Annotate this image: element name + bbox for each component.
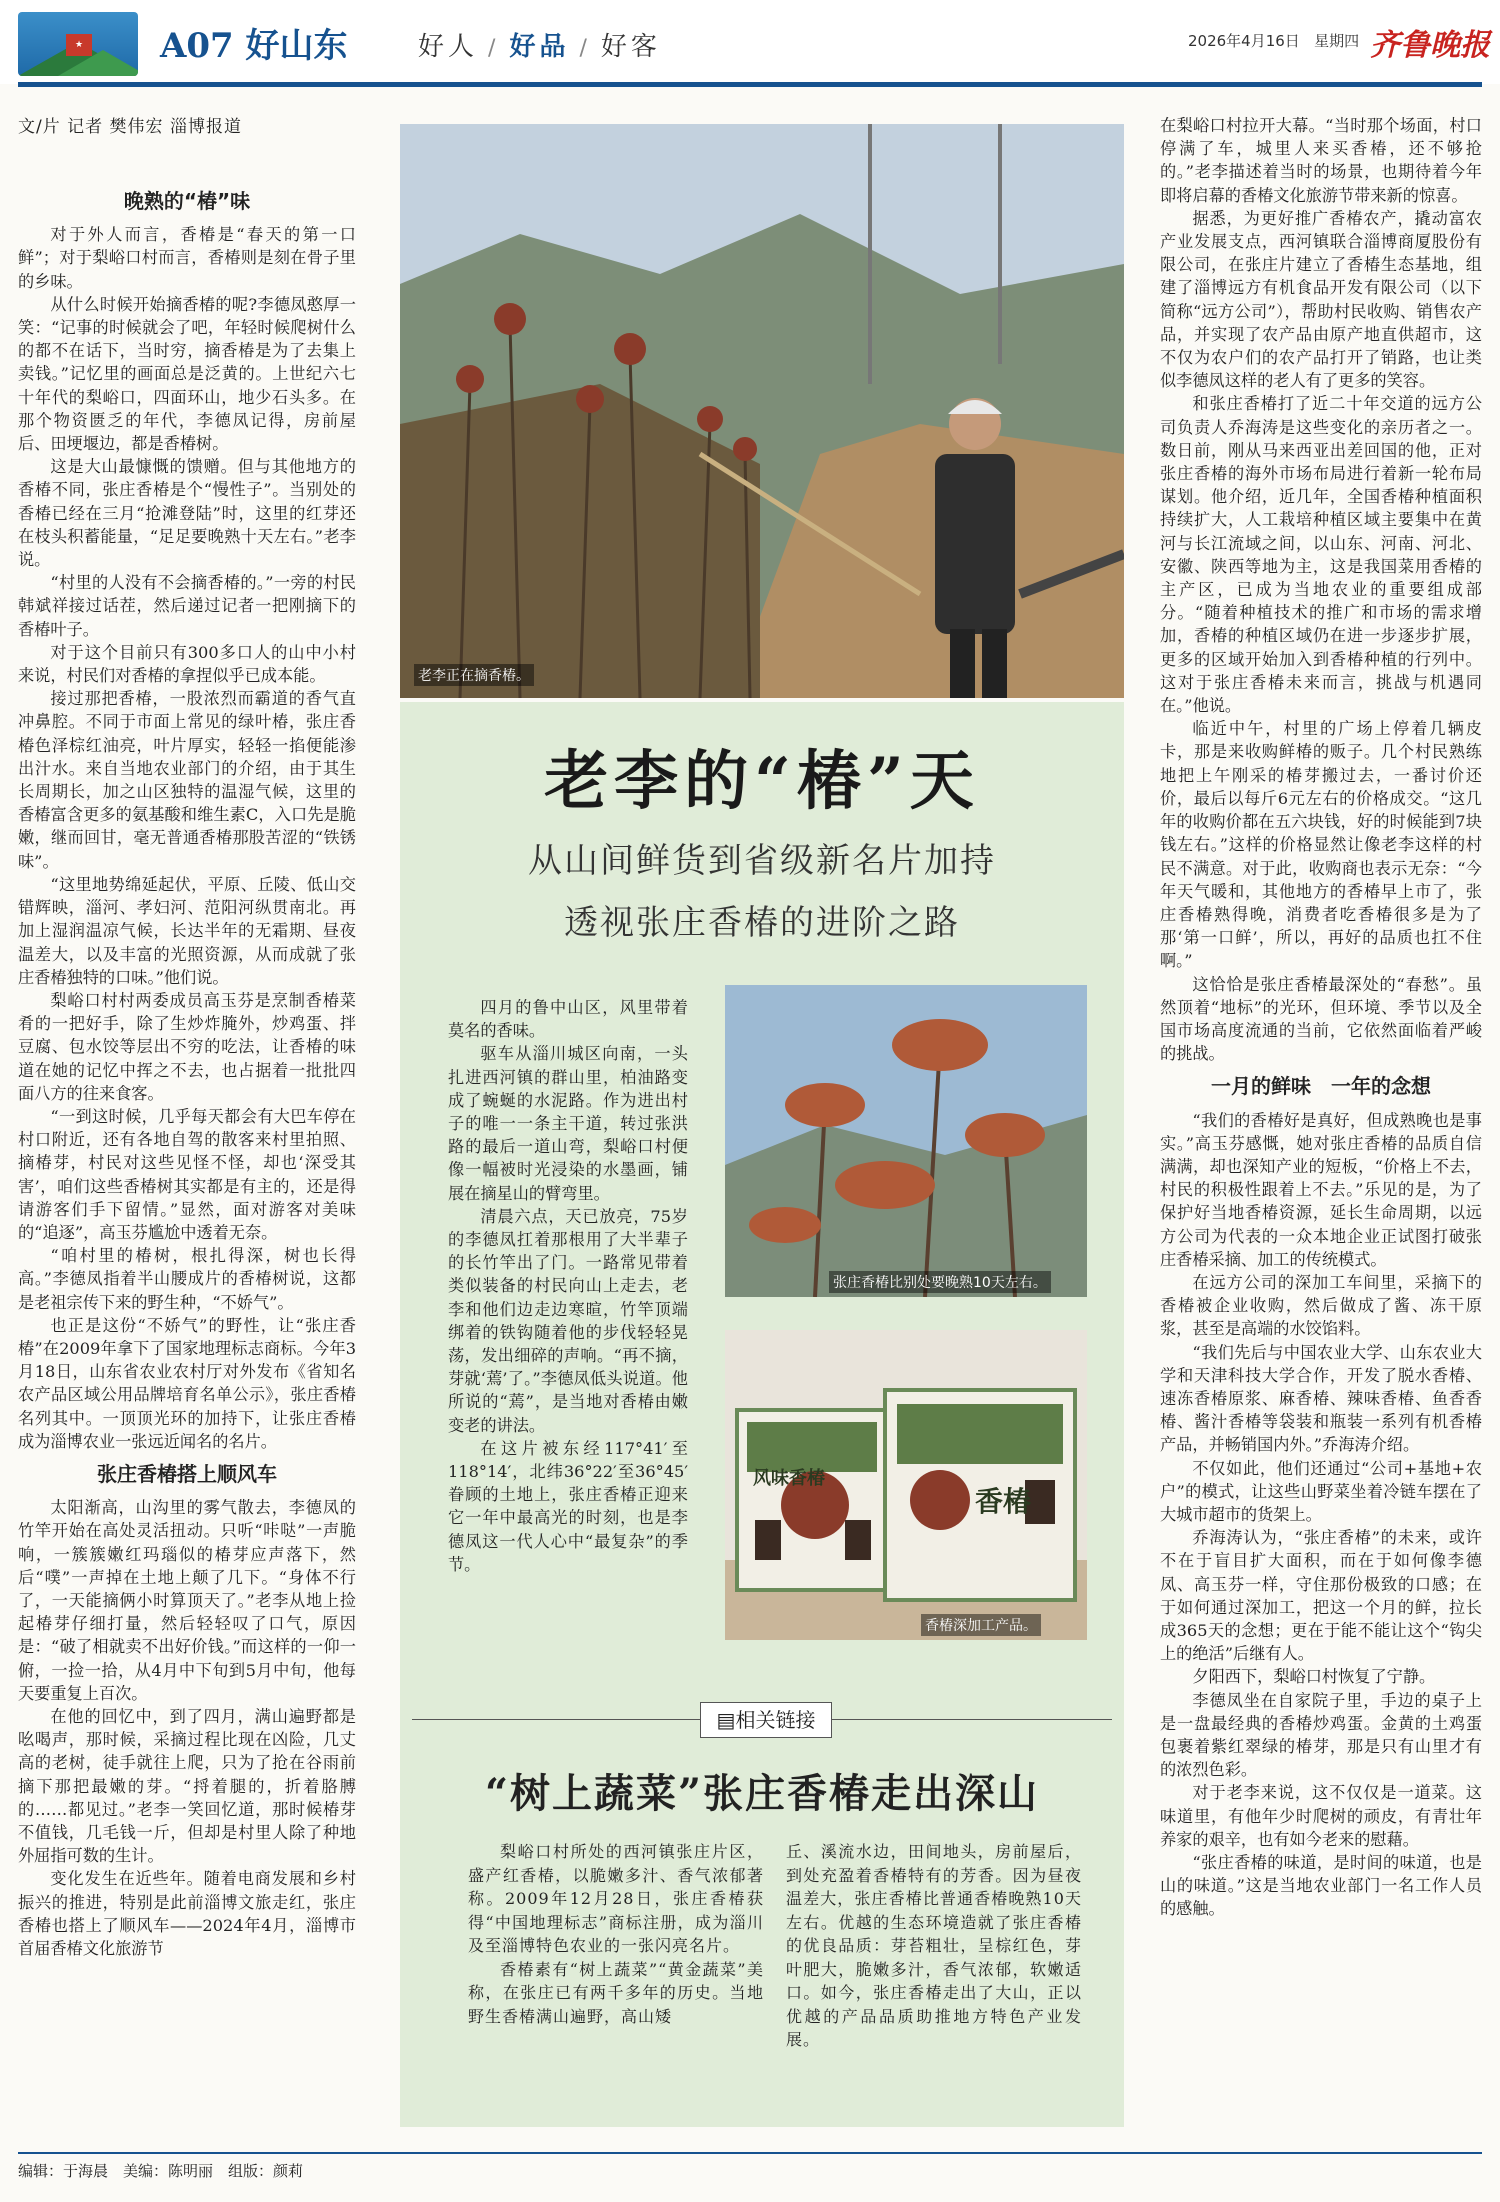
article-column-right	[1160, 114, 1482, 1921]
paragraph: 李德凤坐在自家院子里，手边的桌子上是一盘最经典的香椿炒鸡蛋。金黄的土鸡蛋包裹着紫红翠绿的椿芽，那是只有山里才有的浓烈色彩。	[1160, 1690, 1482, 1780]
issue-date	[1188, 30, 1359, 51]
paragraph: 清晨六点，天已放亮，75岁的李德凤扛着那根用了大半辈子的长竹竿出了门。一路常见带着类似装备的村民向山上走去，老李和他们边走边寒暄，竹竿顶端绑着的铁钩随着他的步伐轻轻晃荡，发出细碎的声响。“再不摘，芽就‘蔫’了。”李德凤低头说道。他所说的“蔫”，是当地对香椿由嫩变老的讲法。	[448, 1206, 688, 1435]
photo-caption: 老李正在摘香椿。	[414, 664, 534, 686]
paragraph: “张庄香椿的味道，是时间的味道，也是山的味道。”这是当地农业部门一名工作人员的感触。	[1160, 1853, 1482, 1919]
paragraph: 这是大山最慷慨的馈赠。但与其他地方的香椿不同，张庄香椿是个“慢性子”。当别处的香椿已经在三月“抢滩登陆”时，这里的红芽还在枝头积蓄能量，“足足要晚熟十天左右。”老李说。	[18, 457, 356, 570]
date-text: 2026年4月16日	[1188, 32, 1300, 50]
paragraph: 太阳渐高，山沟里的雾气散去，李德凤的竹竿开始在高处灵活扭动。只听“咔哒”一声脆响，一簇簇嫩红玛瑙似的椿芽应声落下，然后“噗”一声掉在土地上颠了几下。“身体不行了，一天能摘俩小时算顶天了。”老李从地上捡起椿芽仔细打量，然后轻轻叹了口气，原因是：“破了相就卖不出好价钱。”而这样的一仰一俯，一捡一拾，从4月中下旬到5月中旬，他每天要重复上百次。	[18, 1498, 356, 1703]
paragraph: 接过那把香椿，一股浓烈而霸道的香气直冲鼻腔。不同于市面上常见的绿叶椿，张庄香椿色泽棕红油亮，叶片厚实，轻轻一掐便能渗出汁水。来自当地农业部门的介绍，由于其生长周期长，加之山区独特的温湿气候，这里的香椿富含更多的氨基酸和维生素C，入口先是脆嫩，继而回甘，毫无普通香椿那股苦涩的“铁锈味”。	[18, 689, 356, 871]
page-number-title: A07 好山东	[160, 26, 348, 66]
paragraph: 不仅如此，他们还通过“公司+基地+农户”的模式，让这些山野菜坐着冷链车摆在了大城市超市的货架上。	[1160, 1458, 1482, 1524]
paragraph: 对于老李来说，这不仅仅是一道菜。这味道里，有他年少时爬树的顽皮，有青壮年养家的艰辛，也有如今老来的慰藉。	[1160, 1783, 1482, 1849]
paragraph: 在梨峪口村拉开大幕。“当时那个场面，村口停满了车，城里人来买香椿，还不够抢的。”老李描述着当时的场景，也期待着今年即将启幕的香椿文化旅游节带来新的惊喜。	[1160, 116, 1482, 205]
article-column-left	[18, 180, 356, 1960]
weekday-text: 星期四	[1314, 32, 1360, 50]
related-column-right	[786, 1840, 1082, 2052]
paragraph: 对于这个目前只有300多口人的山中小村来说，村民们对香椿的拿捏似乎已成本能。	[18, 642, 356, 686]
article-column-center	[448, 996, 688, 1576]
paragraph: 也正是这份“不娇气”的野性，让“张庄香椿”在2009年拿下了国家地理标志商标。今年3月18日，山东省农业农村厅对外发布《省知名农产品区域公用品牌培育名单公示》，张庄香椿名列其中。一顶顶光环的加持下，让张庄香椿成为淄博农业一张远近闻名的名片。	[18, 1315, 356, 1451]
newspaper-logo: 齐鲁晚报	[1370, 28, 1490, 63]
photo-picking-toon	[400, 124, 1124, 698]
paragraph: 变化发生在近些年。随着电商发展和乡村振兴的推进，特别是此前淄博文旅走红，张庄香椿也搭上了顺风车——2024年4月，淄博市首届香椿文化旅游节	[18, 1869, 356, 1959]
paragraph: “我们的香椿好是真好，但成熟晚也是事实。”高玉芬感慨，她对张庄香椿的品质自信满满，却也深知产业的短板，“价格上不去，村民的积极性跟着上不去。”乐见的是，为了保护好当地香椿资源，延长生命周期，以远方公司为代表的一众本地企业正试图打破张庄香椿采摘、加工的传统模式。	[1160, 1110, 1482, 1269]
paragraph: 夕阳西下，梨峪口村恢复了宁静。	[1192, 1667, 1436, 1687]
paragraph: 乔海涛认为，“张庄香椿”的未来，或许不在于盲目扩大面积，而在于如何像李德凤、高玉芬一样，守住那份极致的口感；在于如何通过深加工，把这一个月的鲜，拉长成365天的念想；更在于能不能让这个“钩尖上的绝活”后继有人。	[1160, 1528, 1482, 1664]
tag-good-products: 好品	[509, 32, 570, 62]
paragraph: 香椿素有“树上蔬菜”“黄金蔬菜”美称，在张庄已有两千多年的历史。当地野生香椿满山遍野，高山矮	[468, 1959, 764, 2026]
paragraph: 这恰恰是张庄香椿最深处的“春愁”。虽然顶着“地标”的光环，但环境、季节以及全国市场高度流通的当前，它依然面临着严峻的挑战。	[1160, 974, 1482, 1064]
header-badge-image: ★	[18, 12, 138, 76]
paragraph: 和张庄香椿打了近二十年交道的远方公司负责人乔海涛是这些变化的亲历者之一。数日前，刚从马来西亚出差回国的他，正对张庄香椿的海外市场布局进行着新一轮布局谋划。他介绍，近几年，全国香椿种植面积持续扩大，人工栽培种植区域主要集中在黄河与长江流域之间，以山东、河南、河北、安徽、陕西等地为主，这是我国菜用香椿的主产区，已成为当地农业的重要组成部分。“随着种植技术的推广和市场的需求增加，香椿的种植区域仍在进一步逐步扩展，更多的区域开始加入到香椿种植的行列中。这对于张庄香椿未来而言，挑战与机遇同在。”他说。	[1160, 394, 1482, 716]
paragraph: “一到这时候，几乎每天都会有大巴车停在村口附近，还有各地自驾的散客来村里拍照、摘椿芽，村民对这些见怪不怪，却也‘深受其害’，咱们这些香椿树其实都是有主的，还是得请游客们手下留情。”显然，面对游客对美味的“追逐”，高玉芬尴尬中透着无奈。	[18, 1106, 356, 1242]
paragraph: “咱村里的椿树，根扎得深，树也长得高。”李德凤指着半山腰成片的香椿树说，这都是老祖宗传下来的野生种，“不娇气”。	[18, 1246, 356, 1312]
product-label: 香椿	[975, 1485, 1032, 1518]
article-deck-line: 透视张庄香椿的进阶之路	[564, 903, 960, 943]
paragraph: 对于外人而言，香椿是“春天的第一口鲜”；对于梨峪口村而言，香椿则是刻在骨子里的乡味。	[18, 225, 356, 291]
subheading: 晚熟的“椿”味	[123, 189, 251, 213]
tag-good-people: 好人	[418, 32, 479, 62]
link-icon: ▤	[716, 1708, 736, 1732]
related-link-label: ▤相关链接	[700, 1702, 832, 1738]
editor-credits: 编辑：于海晨 美编：陈明丽 组版：颜莉	[18, 2162, 304, 2180]
paragraph: 在远方公司的深加工车间里，采摘下的香椿被企业收购，然后做成了酱、冻干原浆，甚至是高端的水饺馅料。	[1160, 1272, 1482, 1339]
paragraph: 据悉，为更好推广香椿农产，撬动富农产业发展支点，西河镇联合淄博商厦股份有限公司，在张庄片建立了香椿生态基地，组建了淄博远方有机食品开发有限公司（以下简称“远方公司”），帮助村民收购、销售农产品，并实现了农产品由原产地直供超市，这不仅为农户们的农产品打开了销路，也让类似李德凤这样的老人有了更多的笑容。	[1160, 208, 1482, 391]
paragraph: “我们先后与中国农业大学、山东农业大学和天津科技大学合作，开发了脱水香椿、速冻香椿原浆、麻香椿、辣味香椿、鱼香香椿、酱汁香椿等袋装和瓶装一系列有机香椿产品，并畅销国内外。”乔海涛介绍。	[1160, 1342, 1482, 1455]
paragraph: 梨峪口村所处的西河镇张庄片区，盛产红香椿，以脆嫩多汁、香气浓郁著称。2009年12月28日，张庄香椿获得“中国地理标志”商标注册，成为淄川及至淄博特色农业的一张闪亮名片。	[468, 1842, 764, 1955]
footer-rule	[18, 2152, 1482, 2154]
subheading: 一月的鲜味 一年的念想	[1211, 1074, 1431, 1099]
paragraph: 四月的鲁中山区，风里带着莫名的香味。	[448, 998, 688, 1041]
related-headline: “树上蔬菜”张庄香椿走出深山	[484, 1770, 1039, 1817]
related-column-left	[468, 1840, 764, 2028]
header-rule	[18, 82, 1482, 87]
paragraph: “村里的人没有不会摘香椿的。”一旁的村民韩斌祥接过话茬，然后递过记者一把刚摘下的香椿叶子。	[18, 573, 356, 639]
article-deck-line: 从山间鲜货到省级新名片加持	[528, 841, 996, 881]
section-tags: 好人 / 好品 / 好客	[418, 32, 661, 62]
paragraph: 梨峪口村村两委成员高玉芬是烹制香椿菜肴的一把好手，除了生炒炸腌外，炒鸡蛋、拌豆腐、包水饺等层出不穷的吃法，让香椿的味道在她的记忆中挥之不去，也占据着一批批四面八方的往来食客。	[18, 990, 356, 1103]
photo-caption: 香椿深加工产品。	[921, 1614, 1041, 1636]
photo-processed-products	[725, 1330, 1087, 1640]
subheading: 张庄香椿搭上顺风车	[97, 1461, 277, 1486]
tag-good-guests: 好客	[600, 32, 661, 62]
paragraph: 在他的回忆中，到了四月，满山遍野都是吆喝声，那时候，采摘过程比现在凶险，几丈高的老树，徒手就往上爬，只为了抢在谷雨前摘下那把最嫩的芽。“捋着腿的，折着胳膊的……都见过。”老李一笑回忆道，那时候椿芽不值钱，几毛钱一斤，但却是村里人除了种地外屈指可数的生计。	[18, 1707, 356, 1866]
paragraph: 临近中午，村里的广场上停着几辆皮卡，那是来收购鲜椿的贩子。几个村民熟练地把上午刚采的椿芽搬过去，一番讨价还价，最后以每斤6元左右的价格成交。“这几年的收购价都在五六块钱，好的时候能到7块钱左右。”这样的价格显然让像老李这样的村民不满意。对于此，收购商也表示无奈：“今年天气暖和，其他地方的香椿早上市了，张庄香椿熟得晚，消费者吃香椿很多是为了那‘第一口鲜’，所以，再好的品质也扛不住啊。”	[1160, 719, 1482, 971]
product-label: 风味香椿	[753, 1468, 825, 1489]
paragraph: “这里地势绵延起伏，平原、丘陵、低山交错辉映，淄河、孝妇河、范阳河纵贯南北。再加上湿润温凉气候，长达半年的无霜期、昼夜温差大，以及丰富的光照资源，从而成就了张庄香椿独特的口味。”他们说。	[18, 874, 356, 987]
paragraph: 从什么时候开始摘香椿的呢?李德凤憨厚一笑：“记事的时候就会了吧，年轻时候爬树什么的都不在话下，当时穷，摘香椿是为了去集上卖钱。”记忆里的画面总是泛黄的。上世纪六七十年代的梨峪口，四面环山，地少石头多。在那个物资匮乏的年代，李德凤记得，房前屋后、田埂堰边，都是香椿树。	[18, 294, 356, 454]
paragraph: 驱车从淄川城区向南，一头扎进西河镇的群山里，柏油路变成了蜿蜒的水泥路。作为进出村子的唯一一条主干道，转过张洪路的最后一道山弯，梨峪口村便像一幅被时光浸染的水墨画，铺展在摘星山的臂弯里。	[448, 1044, 688, 1203]
byline: 文/片 记者 樊伟宏 淄博报道	[18, 117, 242, 137]
article-headline: 老李的“椿”天	[544, 744, 980, 819]
photo-caption: 张庄香椿比别处要晚熟10天左右。	[829, 1271, 1051, 1293]
paragraph: 在这片被东经117°41′至118°14′，北纬36°22′至36°45′眷顾的土地上，张庄香椿正迎来它一年中最高光的时刻，也是李德凤这一代人心中“最复杂”的季节。	[448, 1438, 688, 1574]
photo-toon-sprouts	[725, 985, 1087, 1297]
paragraph: 丘、溪流水边，田间地头，房前屋后，到处充盈着香椿特有的芳香。因为昼夜温差大，张庄香椿比普通香椿晚熟10天左右。优越的生态环境造就了张庄香椿的优良品质：芽苔粗壮，呈棕红色，芽叶肥大，脆嫩多汁，香气浓郁，软嫩适口。如今，张庄香椿走出了大山，正以优越的产品品质助推地方特色产业发展。	[786, 1842, 1082, 2049]
